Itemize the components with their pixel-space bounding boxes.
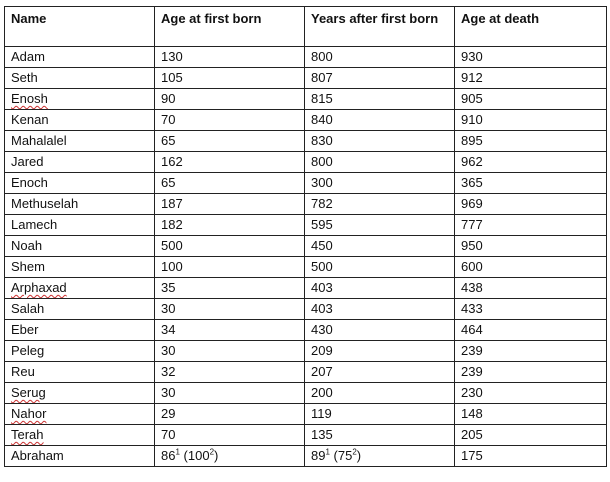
name-text: Peleg bbox=[11, 343, 45, 358]
cell-years-after: 300 bbox=[305, 173, 455, 194]
cell-age-at-death: 962 bbox=[455, 152, 607, 173]
cell-age-first-born: 32 bbox=[155, 362, 305, 383]
cell-age-first-born: 500 bbox=[155, 236, 305, 257]
cell-years-after: 595 bbox=[305, 215, 455, 236]
cell-name bbox=[5, 194, 155, 215]
name-text: Terah bbox=[11, 427, 44, 442]
years-after-main: 89 bbox=[311, 448, 326, 463]
cell-age-first-born: 29 bbox=[155, 404, 305, 425]
cell-name bbox=[5, 425, 155, 446]
cell-years-after: 807 bbox=[305, 68, 455, 89]
footnote-marker: 2 bbox=[352, 447, 357, 457]
cell-age-first-born: 182 bbox=[155, 215, 305, 236]
cell-age-at-death: 230 bbox=[455, 383, 607, 404]
paren-close: ) bbox=[356, 448, 362, 463]
cell-name bbox=[5, 362, 155, 383]
cell-age-at-death: 239 bbox=[455, 362, 607, 383]
cell-age-at-death: 438 bbox=[455, 278, 607, 299]
name-text: Lamech bbox=[11, 217, 58, 232]
table-row bbox=[5, 383, 607, 404]
cell-years-after: 200 bbox=[305, 383, 455, 404]
name-text: Abraham bbox=[11, 448, 64, 463]
cell-age-first-born: 65 bbox=[155, 131, 305, 152]
cell-years-after bbox=[305, 446, 455, 467]
cell-age-at-death: 600 bbox=[455, 257, 607, 278]
table-row-abraham bbox=[5, 446, 607, 467]
cell-name bbox=[5, 320, 155, 341]
cell-years-after: 840 bbox=[305, 110, 455, 131]
cell-years-after: 403 bbox=[305, 299, 455, 320]
table-row bbox=[5, 152, 607, 173]
cell-age-at-death: 777 bbox=[455, 215, 607, 236]
cell-name bbox=[5, 215, 155, 236]
cell-name bbox=[5, 131, 155, 152]
cell-name bbox=[5, 446, 155, 467]
genealogy-table bbox=[4, 6, 607, 467]
name-text: Arphaxad bbox=[11, 280, 67, 295]
cell-years-after: 450 bbox=[305, 236, 455, 257]
header-name: Name bbox=[5, 7, 155, 47]
cell-age-first-born: 187 bbox=[155, 194, 305, 215]
name-text: Seth bbox=[11, 70, 38, 85]
cell-age-at-death: 365 bbox=[455, 173, 607, 194]
cell-name bbox=[5, 257, 155, 278]
name-text: Enoch bbox=[11, 175, 48, 190]
cell-name bbox=[5, 278, 155, 299]
table-row bbox=[5, 320, 607, 341]
cell-name bbox=[5, 404, 155, 425]
cell-age-at-death: 969 bbox=[455, 194, 607, 215]
name-text: Shem bbox=[11, 259, 45, 274]
name-text: Enosh bbox=[11, 91, 48, 106]
cell-age-first-born: 70 bbox=[155, 110, 305, 131]
paren-close: ) bbox=[214, 448, 219, 463]
table-row bbox=[5, 89, 607, 110]
cell-age-at-death: 895 bbox=[455, 131, 607, 152]
cell-age-at-death: 464 bbox=[455, 320, 607, 341]
cell-age-at-death: 950 bbox=[455, 236, 607, 257]
name-text: Noah bbox=[11, 238, 43, 253]
cell-age-first-born: 30 bbox=[155, 299, 305, 320]
cell-age-first-born: 30 bbox=[155, 341, 305, 362]
header-age-at-death: Age at death bbox=[455, 7, 607, 47]
cell-age-at-death: 148 bbox=[455, 404, 607, 425]
cell-age-at-death: 930 bbox=[455, 47, 607, 68]
table-row bbox=[5, 404, 607, 425]
footnote-marker: 2 bbox=[209, 447, 215, 457]
cell-age-first-born: 90 bbox=[155, 89, 305, 110]
footnote-marker: 1 bbox=[175, 447, 180, 457]
name-text: Salah bbox=[11, 301, 45, 316]
name-text: Jared bbox=[11, 154, 44, 169]
age-first-alt: (100 bbox=[179, 448, 210, 463]
table-row bbox=[5, 425, 607, 446]
cell-age-first-born: 100 bbox=[155, 257, 305, 278]
cell-age-at-death: 239 bbox=[455, 341, 607, 362]
cell-years-after: 209 bbox=[305, 341, 455, 362]
cell-years-after: 119 bbox=[305, 404, 455, 425]
name-text: Mahalalel bbox=[11, 133, 67, 148]
cell-years-after: 782 bbox=[305, 194, 455, 215]
cell-years-after: 430 bbox=[305, 320, 455, 341]
cell-name bbox=[5, 341, 155, 362]
name-text: Nahor bbox=[11, 406, 47, 421]
table-row bbox=[5, 236, 607, 257]
cell-years-after: 800 bbox=[305, 152, 455, 173]
header-age-first-born: Age at first born bbox=[155, 7, 305, 47]
cell-name bbox=[5, 383, 155, 404]
cell-name bbox=[5, 110, 155, 131]
table-row bbox=[5, 173, 607, 194]
name-text: Kenan bbox=[11, 112, 49, 127]
cell-years-after: 815 bbox=[305, 89, 455, 110]
table-row bbox=[5, 278, 607, 299]
cell-age-at-death: 433 bbox=[455, 299, 607, 320]
cell-name bbox=[5, 236, 155, 257]
cell-name bbox=[5, 152, 155, 173]
cell-name bbox=[5, 68, 155, 89]
header-row bbox=[5, 7, 607, 47]
cell-age-at-death: 905 bbox=[455, 89, 607, 110]
name-text: Adam bbox=[11, 49, 45, 64]
cell-age-at-death: 175 bbox=[455, 446, 607, 467]
cell-age-first-born: 65 bbox=[155, 173, 305, 194]
age-first-main: 86 bbox=[161, 448, 176, 463]
cell-age-first-born: 130 bbox=[155, 47, 305, 68]
footnote-marker: 1 bbox=[325, 447, 330, 457]
cell-age-first-born bbox=[155, 446, 305, 467]
cell-name bbox=[5, 89, 155, 110]
cell-name bbox=[5, 299, 155, 320]
table-row bbox=[5, 68, 607, 89]
cell-age-first-born: 105 bbox=[155, 68, 305, 89]
years-after-alt: (75 bbox=[329, 448, 353, 463]
cell-years-after: 135 bbox=[305, 425, 455, 446]
name-text: Eber bbox=[11, 322, 39, 337]
table-row bbox=[5, 299, 607, 320]
name-text: Methuselah bbox=[11, 196, 79, 211]
table-row bbox=[5, 194, 607, 215]
header-years-after-first-born: Years after first born bbox=[305, 7, 455, 47]
cell-age-first-born: 162 bbox=[155, 152, 305, 173]
name-text: Serug bbox=[11, 385, 46, 400]
table-row bbox=[5, 257, 607, 278]
cell-age-at-death: 205 bbox=[455, 425, 607, 446]
cell-age-first-born: 30 bbox=[155, 383, 305, 404]
table-row bbox=[5, 215, 607, 236]
cell-name bbox=[5, 173, 155, 194]
cell-age-first-born: 35 bbox=[155, 278, 305, 299]
table-row bbox=[5, 110, 607, 131]
table-row bbox=[5, 131, 607, 152]
cell-age-at-death: 912 bbox=[455, 68, 607, 89]
table-row bbox=[5, 47, 607, 68]
cell-years-after: 403 bbox=[305, 278, 455, 299]
cell-years-after: 207 bbox=[305, 362, 455, 383]
cell-years-after: 830 bbox=[305, 131, 455, 152]
table-row bbox=[5, 341, 607, 362]
table-row bbox=[5, 362, 607, 383]
cell-age-first-born: 70 bbox=[155, 425, 305, 446]
cell-age-at-death: 910 bbox=[455, 110, 607, 131]
cell-years-after: 500 bbox=[305, 257, 455, 278]
cell-years-after: 800 bbox=[305, 47, 455, 68]
cell-name bbox=[5, 47, 155, 68]
cell-age-first-born: 34 bbox=[155, 320, 305, 341]
name-text: Reu bbox=[11, 364, 35, 379]
